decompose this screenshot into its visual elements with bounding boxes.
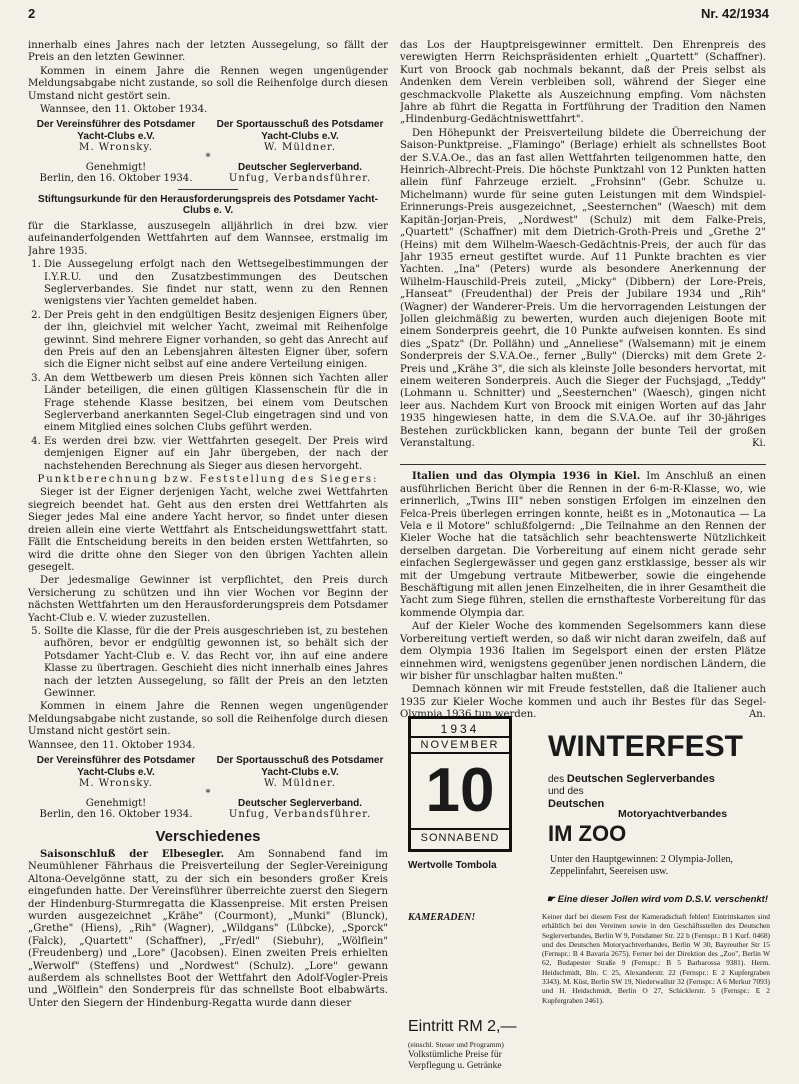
page-header bbox=[28, 6, 769, 21]
ad-day: 10 bbox=[425, 756, 495, 825]
left-column bbox=[28, 40, 388, 1070]
approved-label: Genehmigt! bbox=[85, 161, 147, 173]
stiftung-list bbox=[28, 259, 388, 473]
paragraph: Auf der Kieler Woche des kommenden Segelsommers kann diese Vorbereitung vertieft werden, so daß wir nicht daran zweifeln, daß auf dem Olympia 1936 Italien im Segelsport einen der ersten Plätze einnehmen wird, wenigstens gegenüber jenen nordischen Ländern, die wir bisher für unschlagbar halten mußten." bbox=[400, 621, 766, 682]
paragraph bbox=[400, 128, 766, 451]
ad-organizers bbox=[548, 773, 715, 811]
paragraph-body: Den Höhepunkt der Preisverteilung bildete die Überreichung der Saison-Punktpreise. „Flamingo" (Berlage) erhielt als schnellstes Boot der S.V.A.Oe., das an fast allen Wettfahrten teilgenommen hatte, den Heinrich-Albrecht-Preis. Die höchste Punktzahl von 12 Punkten hatten allein fünf Fahrzeuge erzielt. „Frohsinn" (Gebr. Schulze u. Michelmann) wurde für seine guten Leistungen mit dem Windspiel-Erinnerungs-Preis ausgezeichnet, „Seesternchen" (Waesch) mit dem Kapitän-Jorjan-Preis, „Nordwest" (Schulz) mit dem Falke-Preis, „Quartett" (Schaffner) mit dem Dietrich-Groth-Preis und „Grethe 2" (Heins) mit dem Wilhelm-Waesch-Gedächtnis-Preis, der auch für das Jahr 1935 erneut gestiftet wurde. Auf 11 Punkte brachten es vier Yachten. „Ina" (Peters) wurde als besondere Anerkennung der Wilhelm-Hauschild-Preis zuteil, „Micky" (Dibbern) der Lore-Preis, „Hanseat" (Freudenthal) der Preis der Jubilare 1934 und „Rih" (Wagner) der Wanderer-Preis. Um die hervorragenden Leistungen der Jollen gleichmäßig zu bewerten, wurden auch diejenigen Boote mit einem Sonderpreis geehrt, die 10 Punkte aufweisen konnten. Es sind dies „Spatz" (Dr. Pollähn) und „Anneliese" (Walsemann) mit je einem Sonderpreis der S.V.A.Oe., ferner „Bully" (Diercks) mit dem Grete 2-Preis und „Krähe 3", die sich als kleinste Jolle besonders hervortat, mit einem weiteren Sonderpreis. Auch die Sieger der Fuchsjagd, „Teddy" (Lohmann u. Schnitter) und „Seesternchen" (Waesch), gingen nicht leer aus. Nachdem Kurt von Broock mit einigen Worten auf das Jahr 1935 hingewiesen hatte, in dem die S.V.A.Oe. auf ihr 30-jähriges Bestehen zurückblicken kann, begann der bunte Teil der großen Veranstaltung. bbox=[400, 127, 766, 449]
article-saisonschluss bbox=[28, 849, 388, 1010]
author-initials: Ki. bbox=[752, 438, 766, 449]
approved-date: Berlin, den 16. Oktober 1934. bbox=[39, 173, 193, 185]
article-body: Am Sonnabend fand im Neumühlener Fährhaus die Preisverteilung der Segler-Vereinigung Altona-Oevelgönne statt, zu der sich ein besonders großer Kreis eingefunden hatte. Der Vereinsführer überreichte zuerst den Siegern der Hindenburg-Sturmregatta die Klassenpreise. Mit ersten Preisen wurden ausgezeichnet „Krähe" (Courmont), „Munki" (Blunck), „Grethe" (Hiens), „Rih" (Wagner), „Wildgans" (Lübcke), „Sporck" (Falck), „Quartett" (Schaffner), „Fr/edl" (Siebuhr), „Wölflein" (Freudenberg) und „Lore" (Jacobsen). Einen zweiten Preis erhielten „Werwolf" (Steffens) und „Nordwest" (Schulz). „Lore" gewann außerdem als schnellstes Boot der Wettfahrt den Adolf-Vogler-Preis und „Wölflein" den Sonderpreis für das schnellste Boot elbabwärts. Unter den Siegern der Hindenburg-Regatta wurde dann dieser bbox=[28, 848, 388, 1009]
signature-name: M. Wronsky. bbox=[79, 778, 153, 789]
stiftung-title: Stiftungsurkunde für den Herausforderungspreis des Potsdamer Yacht-Clubs e. V. bbox=[38, 193, 378, 217]
paragraph: Kommen in einem Jahre die Rennen wegen ungenügender Meldungsabgabe nicht zustande, so soll die Reihenfolge durch diesen Umstand nicht gestört sein. bbox=[28, 701, 388, 738]
pointing-hand-icon: ☛ bbox=[546, 894, 558, 905]
paragraph: Der jedesmalige Gewinner ist verpflichtet, den Preis durch Versicherung zu schützen und ihn vier Wochen vor Beginn der nächsten Wettfahrten um den Herausforderungspreis dem Potsdamer Yacht-Club e. V. wieder zuzustellen. bbox=[28, 575, 388, 624]
ad-price-note: (einschl. Steuer und Programm) bbox=[408, 1040, 504, 1049]
ad-text: des bbox=[548, 774, 567, 785]
signature-block bbox=[28, 119, 388, 185]
ad-jolle-note bbox=[408, 894, 768, 905]
signature-name: W. Müldner. bbox=[264, 778, 336, 789]
separator-star: * bbox=[205, 787, 211, 799]
ad-price: Eintritt RM 2,— bbox=[408, 1018, 517, 1035]
list-item: 1. Die Aussegelung erfolgt nach den Wettsegelbestimmungen der I.Y.R.U. und den Zusatzbestimmungen des Deutschen Seglerverbandes. Sie findet nur statt, wenn zu den Rennen wenigstens vier Yachten gemeldet haben. bbox=[44, 259, 388, 309]
signature-title: Der Sportausschuß des Potsdamer Yacht-Clubs e.V. bbox=[216, 755, 384, 778]
signature-name: M. Wronsky. bbox=[79, 142, 153, 154]
ad-text: Deutschen bbox=[548, 798, 605, 810]
ad-text: Deutschen Seglerverbandes bbox=[566, 773, 715, 785]
verschiedenes-heading: Verschiedenes bbox=[155, 827, 261, 845]
divider bbox=[178, 189, 238, 190]
ad-text: Eine dieser Jollen wird vom D.S.V. verschenkt! bbox=[557, 894, 768, 905]
date-line: Wannsee, den 11. Oktober 1934. bbox=[28, 739, 196, 751]
article-italien bbox=[400, 471, 766, 620]
paragraph-body: Demnach können wir mit Freude feststellen, daß die Italiener auch 1935 zur Kieler Woche kommen und auch ihr Bestes für das Segel-Olympia 1936 tun werden. bbox=[400, 684, 766, 721]
paragraph: Kommen in einem Jahre die Rennen wegen ungenügender Meldungsabgabe nicht zustande, so soll die Reihenfolge durch diesen Umstand nicht gestört sein. bbox=[28, 65, 388, 102]
ad-year: 1934 bbox=[440, 722, 480, 736]
separator-star: * bbox=[205, 151, 211, 163]
dsv-name: Unfug, Verbandsführer. bbox=[228, 173, 372, 185]
ad-kameraden: KAMERADEN! bbox=[408, 912, 476, 923]
signature-title: Der Vereinsführer des Potsdamer Yacht-Clubs e.V. bbox=[36, 119, 196, 142]
signature-name: W. Müldner. bbox=[264, 142, 336, 154]
dsv-title: Deutscher Seglerverband. bbox=[238, 161, 362, 173]
winterfest-advertisement bbox=[408, 716, 770, 1072]
signature-title: Der Vereinsführer des Potsdamer Yacht-Clubs e.V. bbox=[36, 755, 196, 778]
date-box bbox=[408, 716, 512, 852]
approved-date: Berlin, den 16. Oktober 1934. bbox=[39, 809, 193, 820]
stiftung-list-cont bbox=[28, 626, 388, 700]
paragraph: das Los der Hauptpreisgewinner ermittelt. Den Ehrenpreis des verewigten Herrn Reichspräsidenten erhielt „Quartett" (Schaffner). Kurt von Broock gab nochmals bekannt, daß der Preis selbst als Andenken dem Verein verbleiben soll, während der Sieger eine geschmackvolle Plakette als Auszeichnung empfing. Vom nächsten Jahre ab führt die Regatta in Fortführung der Tradition den Namen „Hindenburg-Gedächtniswettfahrt". bbox=[400, 40, 766, 126]
signature-block bbox=[28, 755, 388, 821]
article-lead: Italien und das Olympia 1936 in Kiel. bbox=[412, 471, 641, 483]
date-line: Wannsee, den 11. Oktober 1934. bbox=[40, 104, 208, 116]
paragraph: innerhalb eines Jahres nach der letzten Aussegelung, so fällt der Preis an den letzten Gewinner. bbox=[28, 40, 388, 64]
list-item: 5. Sollte die Klasse, für die der Preis ausgeschrieben ist, zu bestehen aufhören, bevor er endgültig gewonnen ist, so behält sich der Potsdamer Yacht-Club e. V. das Recht vor, ihn auf eine andere Klasse zu übertragen. Geschieht dies nicht innerhalb eines Jahres nach der letzten Aussegelung, so fällt der Preis an den letzten Gewinner. bbox=[44, 626, 388, 700]
author-initials: An. bbox=[749, 709, 766, 721]
ad-catering: Volkstümliche Preise für Verpflegung u. Getränke bbox=[408, 1050, 502, 1071]
dsv-title: Deutscher Seglerverband. bbox=[238, 797, 362, 809]
punkt-title: Punktberechnung bzw. Feststellung des Siegers: bbox=[37, 474, 379, 486]
ad-tombola: Wertvolle Tombola bbox=[408, 860, 497, 871]
dsv-name: Unfug, Verbandsführer. bbox=[228, 809, 372, 820]
divider bbox=[400, 464, 766, 465]
ad-prizes: Unter den Hauptgewinnen: 2 Olympia-Jollen, Zeppelinfahrt, Seereisen usw. bbox=[550, 854, 734, 877]
ad-text: und des bbox=[548, 786, 584, 797]
ad-month: NOVEMBER bbox=[411, 736, 509, 754]
list-item: 4. Es werden drei bzw. vier Wettfahrten gesegelt. Der Preis wird demjenigen Eigner auf ein Jahr übergeben, der nach der nachstehenden Berechnung als Sieger aus diesen hervorgeht. bbox=[44, 436, 388, 473]
approved-label: Genehmigt! bbox=[85, 797, 147, 809]
ad-weekday: SONNABEND bbox=[411, 828, 509, 844]
article-lead: Saisonschluß der Elbesegler. bbox=[40, 848, 225, 860]
paragraph: Sieger ist der Eigner derjenigen Yacht, welche zwei Wettfahrten siegreich beendet hat. Geht aus den ersten drei Wettfahrten als Sieger jedes Mal eine andere Yacht hervor, so findet unter diesen dreien allein eine vierte Wettfahrt als Entscheidungswettfahrt statt. Fällt die Entscheidung bereits in den beiden ersten Wettfahrten, so wird die dritte ohne den Sieger von den übrigen Yachten allein gesegelt. bbox=[28, 487, 388, 573]
ad-ticket-info: Keiner darf bei diesem Fest der Kameradschaft fehlen! Eintrittskarten sind erhältlich bei den Vereinen sowie in den Geschäftsstellen des Deutschen Seglerverbandes, Berlin W 9, Potsdamer Str. 22 b (Fernspr.: B 1 Kurf. 0468) und des Deutschen Motoryachtverbandes, Berlin W 30, Bayreuther Str 15 (Fernspr.: B 4 Bavaria 2675). Ferner bei der Direktion des „Zoo", Berlin W 62, Budapester Straße 9 (Fernspr.: B 5 Barbarossa 9381). Herm. Heidschmidt, Bln. C 25, Alexanderstr. 22 (Fernspr.: E 2 Kupfergraben 3343). M. Küst, Berlin SW 19, Niederwallstr 32 (Fernspr.: A 6 Merkur 7093) und H. Heidschmidt, Berlin O 27, Schicklerstr. 5 (Fernspr.: E 2 Kupfergraben 2461). bbox=[542, 912, 770, 1005]
page-number: 2 bbox=[28, 6, 36, 21]
list-item: 3. An dem Wettbewerb um diesen Preis können sich Yachten aller Länder beteiligen, die einen gültigen Klassenschein für die in Frage stehende Klasse besitzen, bei einem vom Deutschen Seglerverband anerkannten Segel-Club eingetragen sind und von einem Mitglied eines solchen Clubs geführt werden. bbox=[44, 373, 388, 435]
article-body: Im Anschluß an einen ausführlichen Bericht über die Rennen in der 6-m-R-Klasse, wo, wie erinnerlich, „Twins III" neben sonstigen Erfolgen im einzelnen den Felca-Preis überlegen erringen konnte, heißt es in „Motonautica — La Vela e il Motore" schlußfolgernd: „Die Teilnahme an den Rennen der Kieler Woche hat die tatsächlich sehr beachtenswerte Nützlichkeit derselben dargetan. Die Vorbereitung auf einem nicht gerade sehr einfachen Seglergewässer und gegen ganz erstklassige, besser als wir mit der Umgebung vertraute Mitbewerber, sowie die eingehende Beschäftigung mit allen jenen Einzelheiten, die in ihrer Gesamtheit die Yacht zum Siege führen, stellen die ernsthafteste Vorbereitung für das kommende Olympia dar. bbox=[400, 471, 766, 619]
list-item: 2. Der Preis geht in den endgültigen Besitz desjenigen Eigners über, der ihn, gleichviel mit welcher Yacht, zweimal mit Reihenfolge gewinnt. Sind mehrere Eigner vorhanden, so geht das Anrecht auf den Preis auf den an Lebensjahren ältesten Eigner über, sofern sich die Eigner nicht selbst auf eine andere Verteilung einigen. bbox=[44, 310, 388, 372]
ad-title: WINTERFEST bbox=[548, 730, 743, 763]
ad-venue: IM ZOO bbox=[548, 821, 627, 846]
signature-title: Der Sportausschuß des Potsdamer Yacht-Clubs e.V. bbox=[216, 119, 384, 142]
ad-organizer2: Motoryachtverbandes bbox=[618, 808, 728, 820]
issue-number: Nr. 42/1934 bbox=[701, 6, 769, 21]
stiftung-intro: für die Starklasse, auszusegeln alljährlich in drei bzw. vier aufeinanderfolgenden Wettfahrten auf dem Wannsee, erstmalig im Jahre 1935. bbox=[28, 220, 388, 257]
